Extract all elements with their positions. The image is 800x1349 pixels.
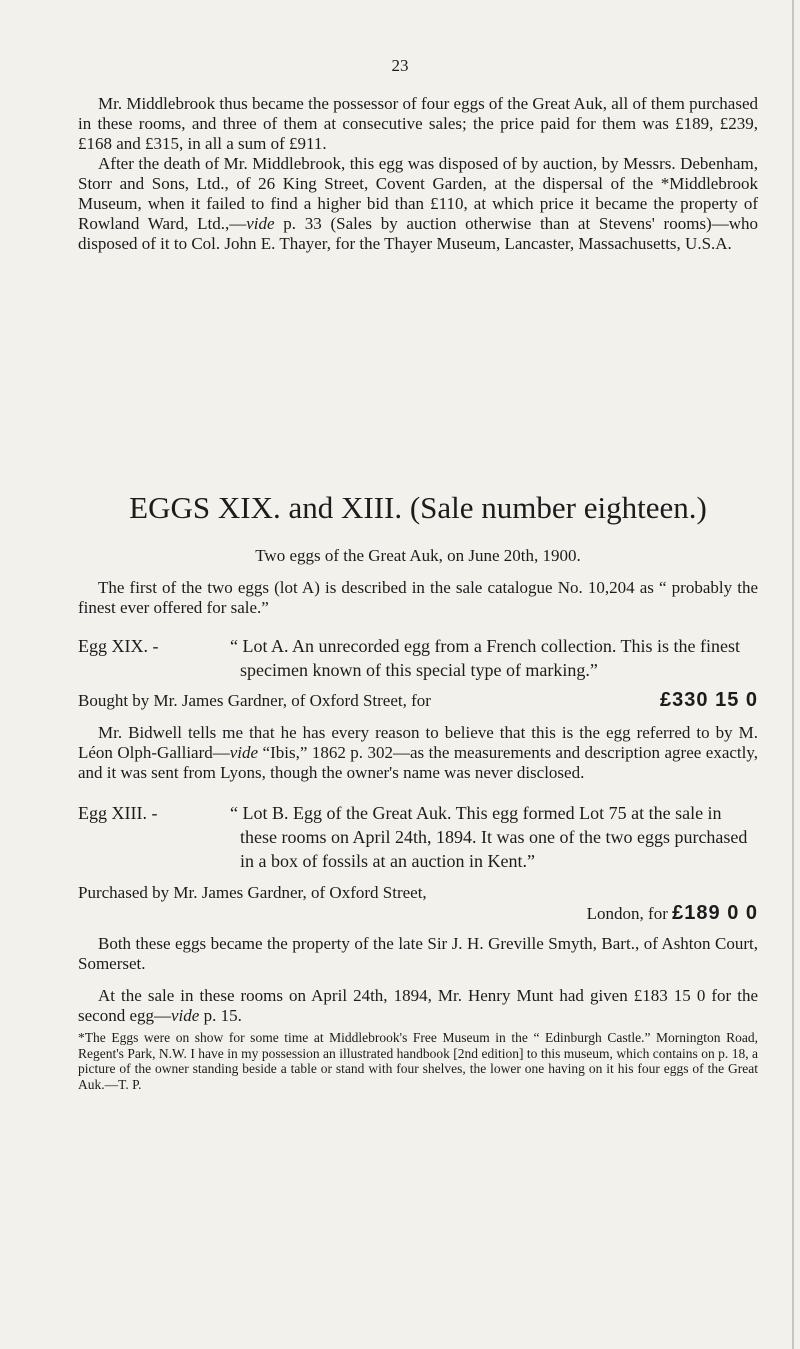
paragraph-bidwell [78, 723, 758, 783]
paragraph-purchases: Mr. Middlebrook thus became the possessor of four eggs of the Great Auk, all of them purchased in these rooms, and three of them at consecutive sales; the price paid for them was £189, £239, £168 and £315, in all a sum of £911. [78, 94, 759, 153]
munt-text-a: At the sale in these rooms on April 24th, 1894, Mr. Henry Munt had given £183 15 0 for the second egg— [78, 986, 758, 1025]
page-edge [792, 0, 794, 1349]
disposal-vide: vide [246, 214, 275, 233]
footnote: *The Eggs were on show for some time at Middlebrook's Free Museum in the “ Edinburgh Castle.” Mornington Road, Regent's Park, N.W. I have in my possession an illustrated handbook [2nd edition] to this museum, which contains on p. 18, a picture of the owner standing beside a table or stand with four shelves, the lower one having on it his four eggs of the Great Auk.—T. P. [78, 1030, 758, 1092]
lot-b-description: “ Lot B. Egg of the Great Auk. This egg formed Lot 75 at the sale in these rooms on April 24th, 1894. It was one of the two eggs purchased in a box of fossils at an auction in Kent.” [230, 803, 748, 871]
disposal-text-b: p. 33 (Sales by auction otherwise than at Stevens' rooms)—who disposed of it to Col. John E. Thayer, for the Thayer Museum, Lancaster, Massachusetts, U.S.A. [78, 214, 758, 253]
paragraph-catalogue: The first of the two eggs (lot A) is described in the sale catalogue No. 10,204 as “ probably the finest ever offered for sale.” [78, 578, 758, 617]
lot-a-description: “ Lot A. An unrecorded egg from a French collection. This is the finest specimen known of this special type of marking.” [230, 636, 741, 680]
munt-text-b: p. 15. [199, 1006, 242, 1025]
paragraph-munt [78, 986, 758, 1026]
bidwell-vide: vide [229, 743, 259, 762]
paragraph-disposal [78, 154, 758, 254]
munt-vide: vide [171, 1006, 200, 1025]
intro-section [78, 94, 758, 254]
lot-a-bought: Bought by Mr. James Gardner, of Oxford Street, for [78, 691, 431, 710]
lot-b-london: London, for [586, 904, 668, 923]
lot-b-label: Egg XIII. - [78, 803, 158, 823]
lot-b-purchased: Purchased by Mr. James Gardner, of Oxford Street, [78, 883, 427, 902]
bidwell-text-b: “Ibis,” 1862 p. 302—as the measurements and description agree exactly, and it was sent from Lyons, though the owner's name was never disclosed. [78, 743, 758, 782]
sale-section [78, 546, 758, 1092]
bidwell-text-a: Mr. Bidwell tells me that he has every reason to believe that this is the egg referred to by M. Léon Olph-Galliard— [78, 723, 758, 762]
lot-a-entry [78, 634, 758, 682]
paragraph-greville: Both these eggs became the property of the late Sir J. H. Greville Smyth, Bart., of Ashton Court, Somerset. [78, 934, 758, 973]
disposal-text-a: After the death of Mr. Middlebrook, this egg was disposed of by auction, by Messrs. Debenham, Storr and Sons, Ltd., of 26 King Street, Covent Garden, at the dispersal of the *Middlebrook Museum, when it failed to find a higher bid than £110, at which price it became the property of Rowland Ward, Ltd.,— [78, 154, 758, 233]
lot-a-sale-line [78, 690, 758, 711]
lot-a-price: £330 15 0 [660, 689, 758, 711]
section-heading: EGGS XIX. and XIII. (Sale number eighteen.) [129, 490, 707, 525]
lot-b-price: £189 0 0 [672, 902, 758, 924]
lot-b-entry [78, 801, 758, 873]
page-number: 23 [391, 56, 409, 75]
lot-a-label: Egg XIX. - [78, 636, 159, 656]
section-subheading: Two eggs of the Great Auk, on June 20th, 1900. [255, 546, 581, 565]
lot-b-sale-line [78, 903, 758, 924]
